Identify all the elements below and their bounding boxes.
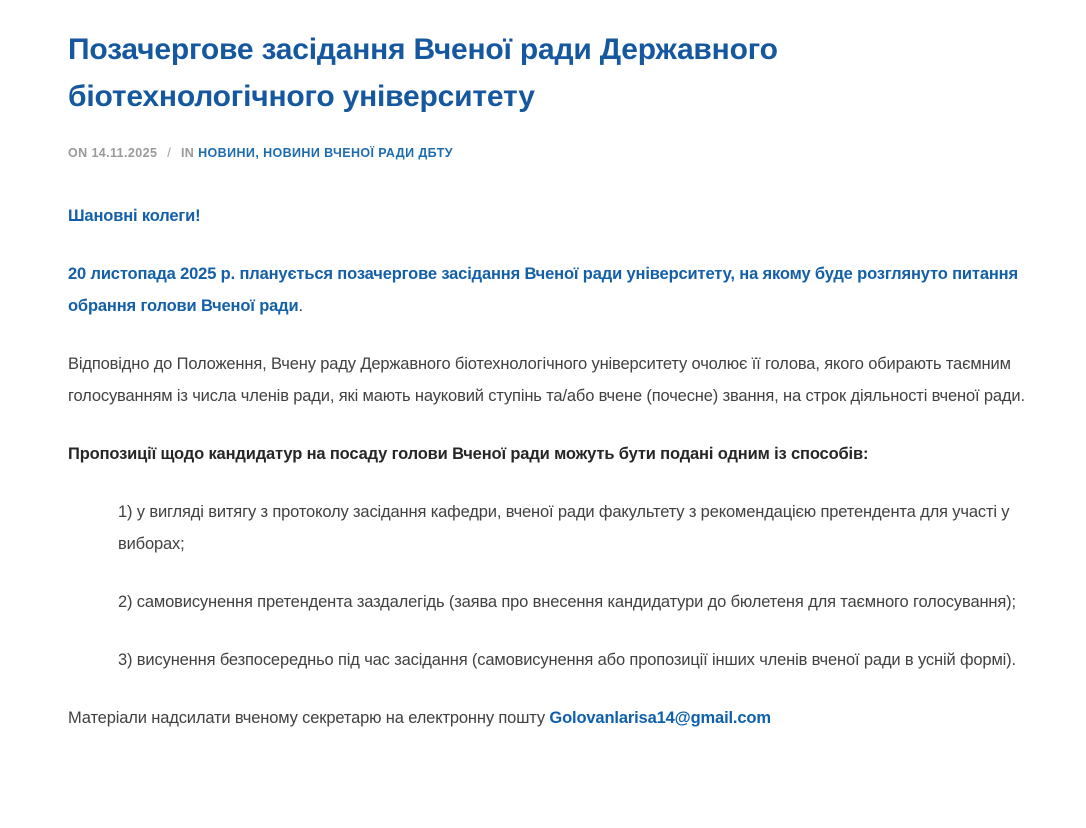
meta-on-label: ON [68, 146, 88, 160]
announcement-text: 20 листопада 2025 р. планується позачергове засідання Вченої ради університету, на якому буде розглянуто питання обрання голови Вченої ради [68, 265, 1018, 315]
regulation-paragraph: Відповідно до Положення, Вчену раду Державного біотехнологічного університету очолює її голова, якого обирають таємним голосуванням із числа членів ради, які мають науковий ступінь та/або вчене (почесне) звання, на строк діяльності вченої ради. [68, 355, 1025, 405]
materials-paragraph [68, 702, 1030, 734]
announcement-paragraph [68, 258, 1030, 322]
category-link-novyny[interactable]: НОВИНИ [198, 146, 256, 160]
greeting-paragraph: Шановні колеги! [68, 207, 201, 225]
article-content [68, 200, 1030, 734]
category-separator: , [255, 146, 260, 160]
list-item-3: 3) висунення безпосередньо під час засідання (самовисунення або пропозиції інших членів вченої ради в усній формі). [118, 651, 1016, 669]
proposals-heading: Пропозиції щодо кандидатур на посаду голови Вченої ради можуть бути подані одним із способів: [68, 445, 869, 463]
materials-text: Матеріали надсилати вченому секретарю на електронну пошту [68, 709, 545, 727]
category-link-vchena-rada-dbtu[interactable]: НОВИНИ ВЧЕНОЇ РАДИ ДБТУ [263, 146, 453, 160]
list-item-1: 1) у вигляді витягу з протоколу засідання кафедри, вченої ради факультету з рекомендацією претендента для участі у виборах; [118, 503, 1010, 553]
list-item-2: 2) самовисунення претендента заздалегідь (заява про внесення кандидатури до бюлетеня для таємного голосування); [118, 593, 1016, 611]
meta-date: 14.11.2025 [91, 146, 158, 160]
page-title: Позачергове засідання Вченої ради Державного біотехнологічного університету [68, 33, 778, 113]
email-link[interactable]: Golovanlarisa14@gmail.com [549, 709, 771, 727]
post-meta [68, 146, 1030, 160]
announcement-period: . [298, 297, 303, 315]
meta-in-label: IN [180, 146, 195, 160]
meta-separator: / [167, 146, 172, 160]
